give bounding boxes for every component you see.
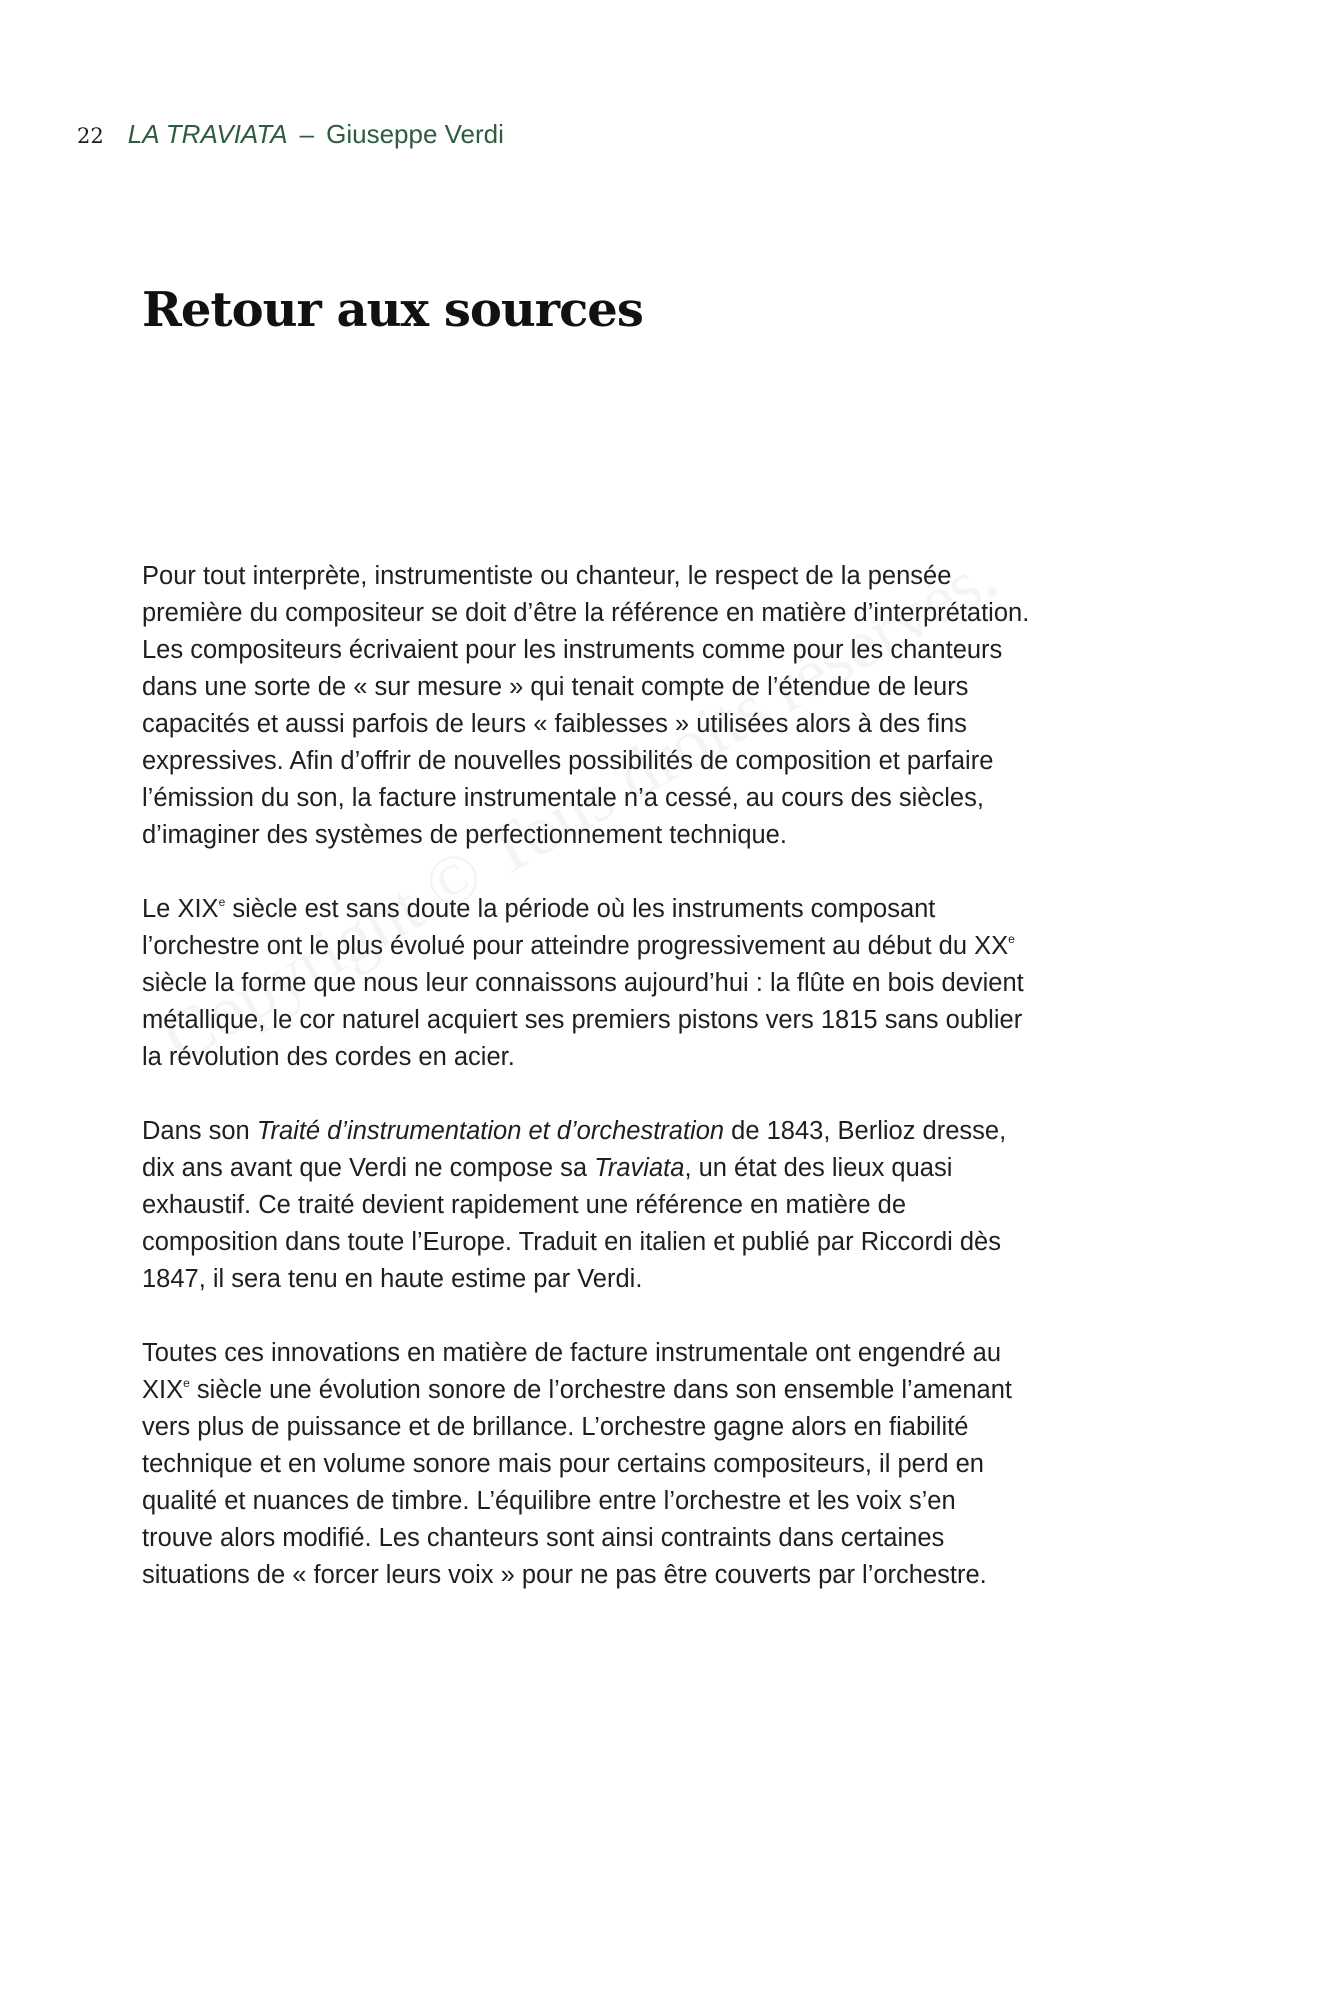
text-line: vers plus de puissance et de brillance. L’orchestre gagne alors en fiabilité xyxy=(142,1413,969,1441)
text-line: technique et en volume sonore mais pour certains compositeurs, il perd en xyxy=(142,1450,984,1478)
ordinal-superscript: e xyxy=(1008,932,1015,946)
running-head xyxy=(77,118,504,152)
text-line: métallique, le cor naturel acquiert ses premiers pistons vers 1815 sans oublier xyxy=(142,1006,1023,1034)
text-line: situations de « forcer leurs voix » pour ne pas être couverts par l’orchestre. xyxy=(142,1561,987,1589)
text-run: , un état des lieux quasi xyxy=(684,1154,953,1182)
text-line xyxy=(142,891,1222,928)
text-line: l’émission du son, la facture instrumentale n’a cessé, au cours des siècles, xyxy=(142,784,984,812)
text-line: Les compositeurs écrivaient pour les instruments comme pour les chanteurs xyxy=(142,636,1003,664)
paragraph-4 xyxy=(142,1335,1222,1594)
text-run: de 1843, Berlioz dresse, xyxy=(724,1117,1007,1145)
text-line: capacités et aussi parfois de leurs « faiblesses » utilisées alors à des fins xyxy=(142,710,967,738)
ordinal-superscript: e xyxy=(183,1376,190,1390)
text-line: exhaustif. Ce traité devient rapidement une référence en matière de xyxy=(142,1191,907,1219)
text-line xyxy=(142,928,1222,965)
text-line: qualité et nuances de timbre. L’équilibre entre l’orchestre et les voix s’en xyxy=(142,1487,956,1515)
text-line: composition dans toute l’Europe. Traduit en italien et publié par Riccordi dès xyxy=(142,1228,1001,1256)
paragraph-1 xyxy=(142,558,1222,854)
text-run: siècle une évolution sonore de l’orchestre dans son ensemble l’amenant xyxy=(189,1376,1012,1404)
author-name: Giuseppe Verdi xyxy=(326,119,504,149)
text-line: trouve alors modifié. Les chanteurs sont ainsi contraints dans certaines xyxy=(142,1524,945,1552)
text-run: l’orchestre ont le plus évolué pour atteindre progressivement au début du XX xyxy=(142,932,1009,960)
paragraph-2 xyxy=(142,891,1222,1076)
ordinal-superscript: e xyxy=(218,895,226,909)
text-line xyxy=(142,1372,1222,1409)
chapter-title: Retour aux sources xyxy=(142,282,643,338)
text-run: XIX xyxy=(142,1376,184,1404)
running-head-separator: – xyxy=(299,119,315,149)
text-line: Pour tout interprète, instrumentiste ou chanteur, le respect de la pensée xyxy=(142,562,952,590)
text-line: dans une sorte de « sur mesure » qui tenait compte de l’étendue de leurs xyxy=(142,673,969,701)
text-line: 1847, il sera tenu en haute estime par Verdi. xyxy=(142,1265,643,1293)
text-run: Dans son xyxy=(142,1117,257,1145)
text-line xyxy=(142,1113,1222,1150)
work-title: Traviata xyxy=(594,1154,685,1182)
text-line: la révolution des cordes en acier. xyxy=(142,1043,515,1071)
work-title: Traité d’instrumentation et d’orchestration xyxy=(256,1117,725,1145)
text-line: siècle la forme que nous leur connaissons aujourd’hui : la flûte en bois devient xyxy=(142,969,1024,997)
text-line xyxy=(142,1150,1222,1187)
text-run: Le XIX xyxy=(142,895,219,923)
page-number: 22 xyxy=(77,124,104,148)
text-line: d’imaginer des systèmes de perfectionnement technique. xyxy=(142,821,787,849)
book-title: LA TRAVIATA xyxy=(127,119,288,149)
text-run: dix ans avant que Verdi ne compose sa xyxy=(142,1154,595,1182)
paragraph-3 xyxy=(142,1113,1222,1298)
text-line: expressives. Afin d’offrir de nouvelles possibilités de composition et parfaire xyxy=(142,747,994,775)
text-line: Toutes ces innovations en matière de facture instrumentale ont engendré au xyxy=(142,1339,1002,1367)
text-line: première du compositeur se doit d’être la référence en matière d’interprétation. xyxy=(142,599,1030,627)
body-text xyxy=(142,558,1222,1594)
text-run: siècle est sans doute la période où les instruments composant xyxy=(225,895,936,923)
